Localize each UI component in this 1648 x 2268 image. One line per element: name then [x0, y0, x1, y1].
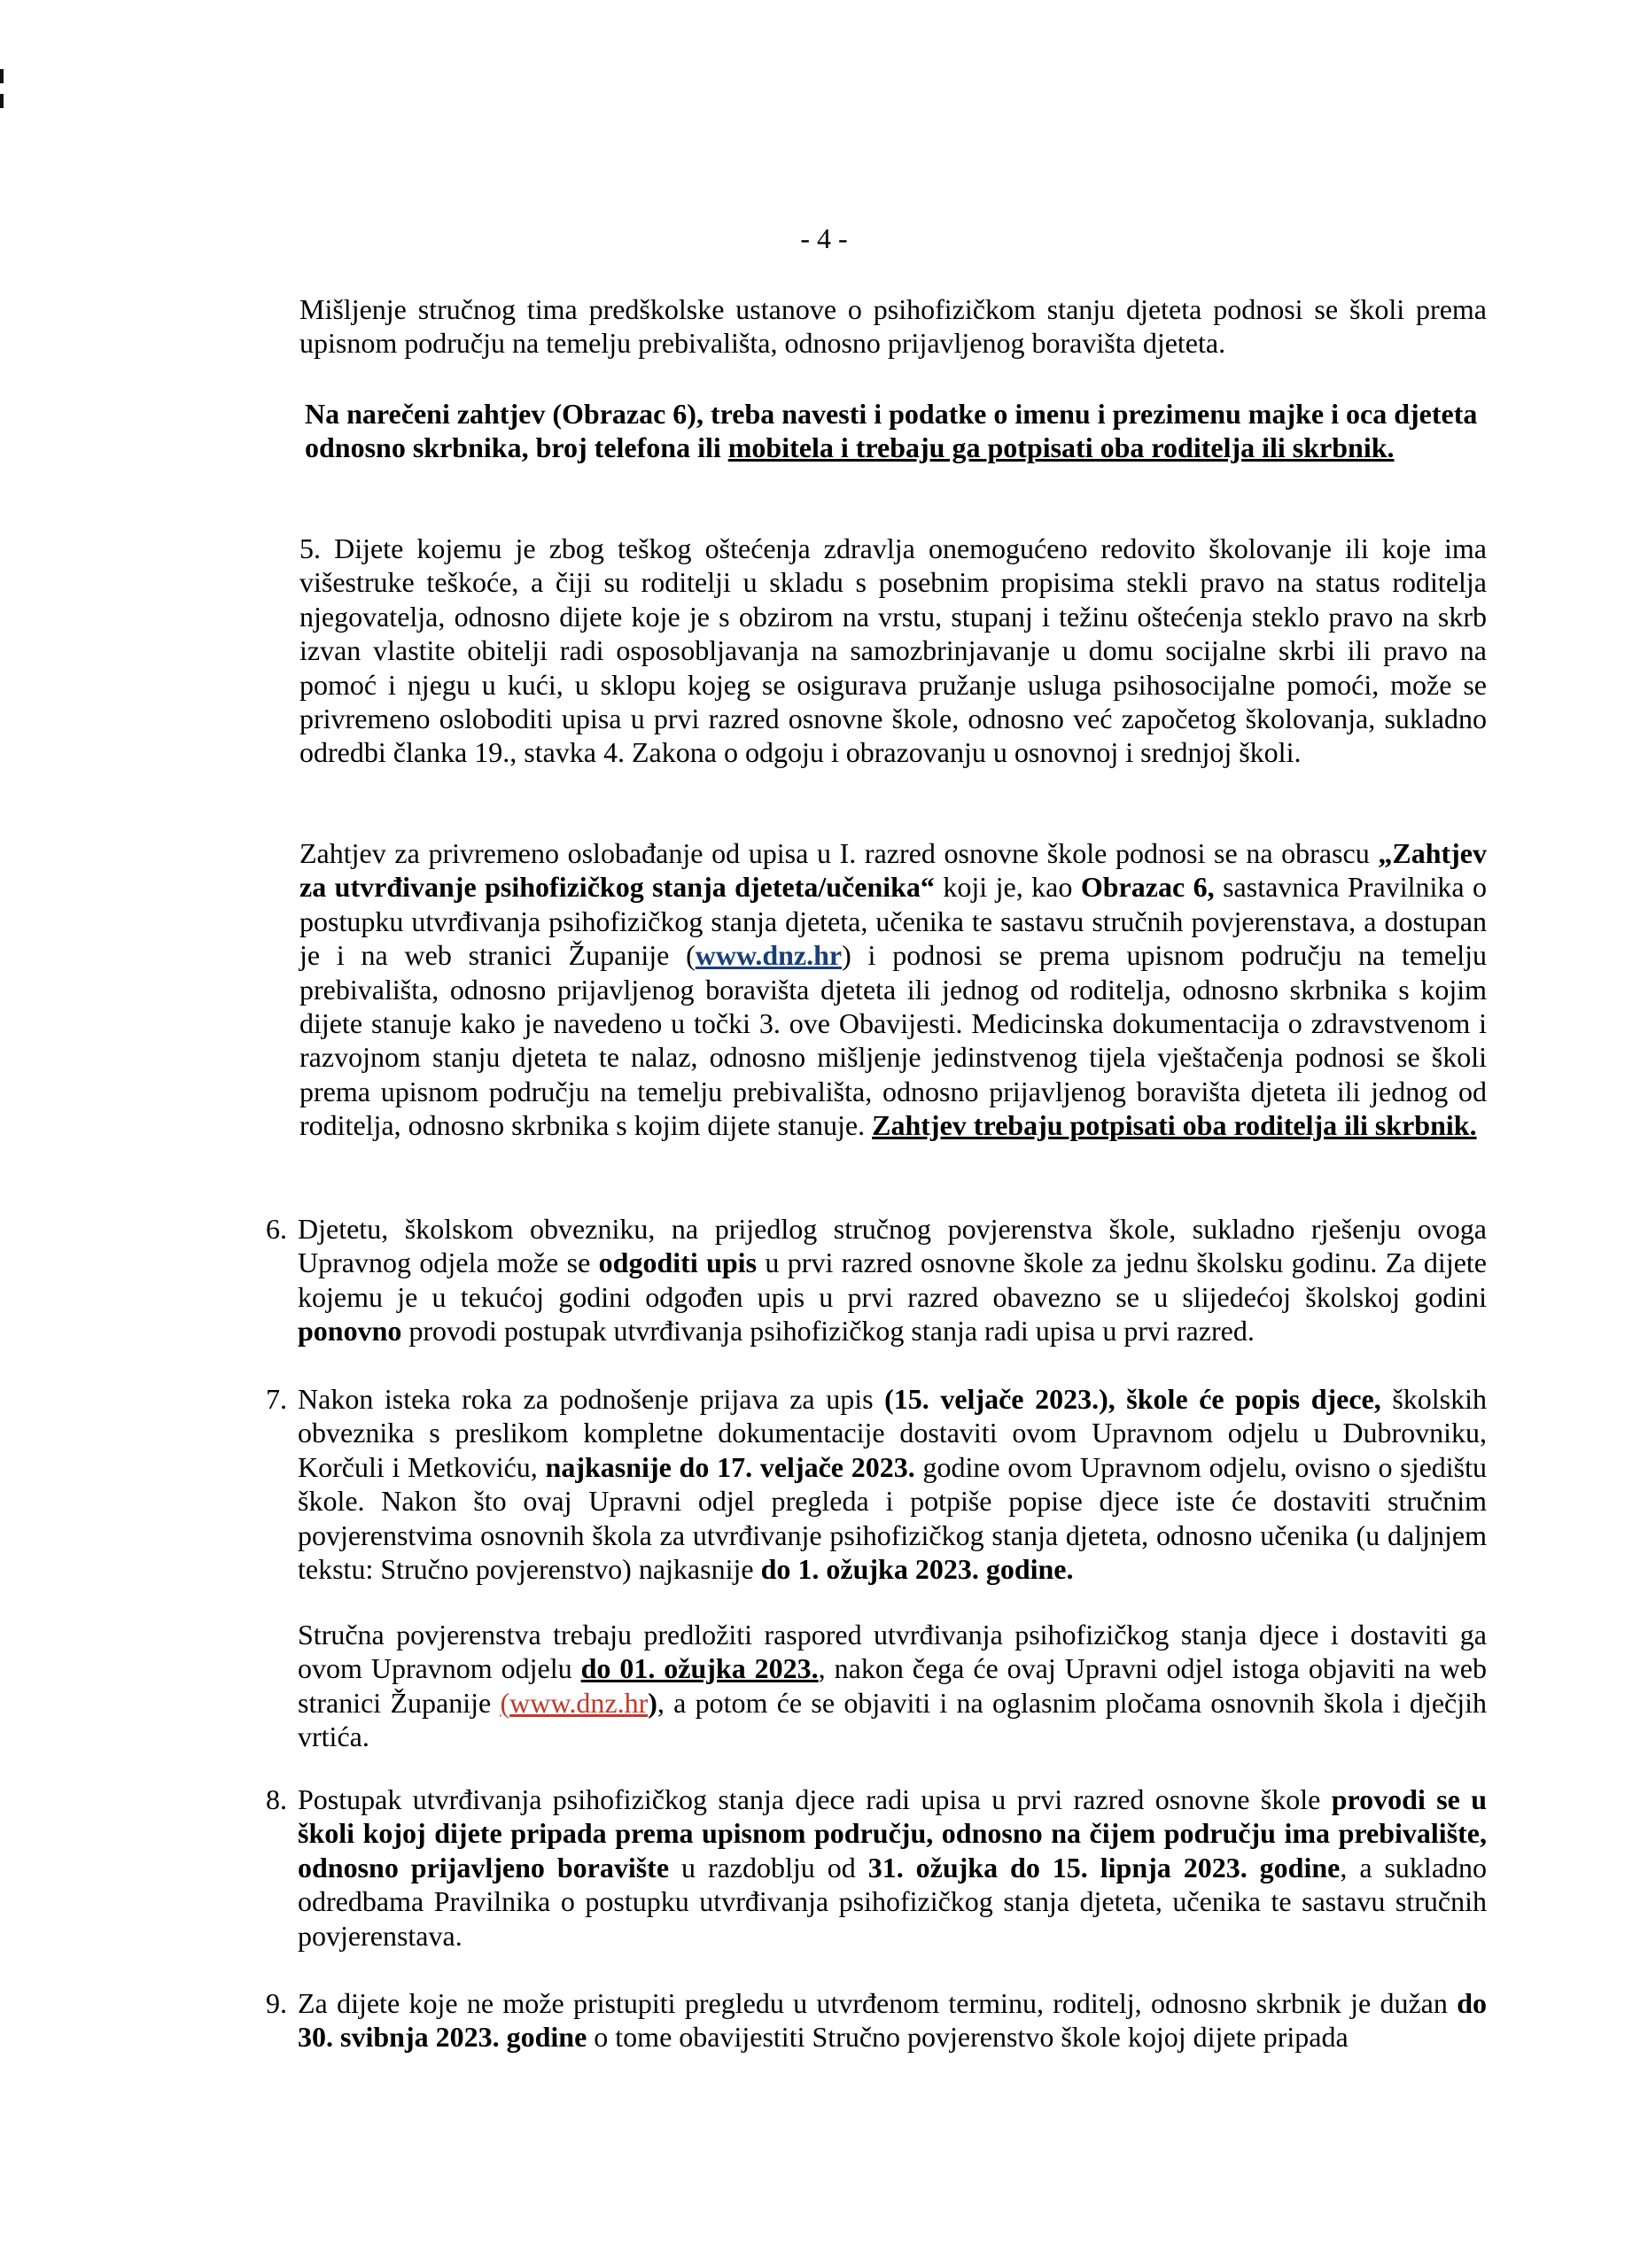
item-number: 9.	[266, 1987, 287, 2019]
narečeni-underlined-text: mobitela i trebaju ga potpisati oba roditelja ili skrbnik.	[727, 431, 1395, 464]
zahtjev-text: koji je, kao	[934, 871, 1081, 904]
zahtjev-text: sastavnica Pravilnika o postupku utvrđivanja psihofizičkog stanja djeteta, učenika te sastavu stručnih povjerenstava, a dostupan je i na web stranici Županije (	[299, 871, 1488, 972]
list-item-5	[299, 532, 1487, 770]
scan-edge-mark	[0, 94, 4, 108]
paragraph-misljenje: Mišljenje stručnog tima predškolske ustanove o psihofizičkom stanju djeteta podnosi se školi prema upisnom području na temelju prebivališta, odnosno prijavljenog boravišta djeteta.	[299, 293, 1487, 360]
zahtjev-form-title: „Zahtjev za utvrđivanje psihofizičkog stanja djeteta/učenika“	[299, 837, 1487, 904]
list-item-8	[266, 1783, 1487, 1953]
item-9-text: Za dijete koje ne može pristupiti pregledu u utvrđenom terminu, roditelj, odnosno skrbnik je dužan do 30. svibnja 2023. godine o tome obavijestiti Stručno povjerenstvo škole kojoj dijete pripada	[298, 1987, 1487, 2054]
paragraph-narečeni-zahtjev	[305, 397, 1487, 465]
item-6-text: Djetetu, školskom obvezniku, na prijedlog stručnog povjerenstva škole, sukladno rješenju ovoga Upravnog odjela može se odgoditi upis u prvi razred osnovne škole za jednu školsku godinu. Za dijete kojemu je u tekućoj godini odgođen upis u prvi razred obavezno se u slijedećoj školskoj godini ponovno provodi postupak utvrđivanja psihofizičkog stanja radi upisa u prvi razred.	[298, 1213, 1488, 1348]
item-8-text: Postupak utvrđivanja psihofizičkog stanja djece radi upisa u prvi razred osnovne škole provodi se u školi kojoj dijete pripada prema upisnom području, odnosno na čijem području ima prebivalište, odnosno prijavljeno boravište u razdoblju od 31. ožujka do 15. lipnja 2023. godine, a sukladno odredbama Pravilnika o postupku utvrđivanja psihofizičkog stanja djeteta, učenika te sastavu stručnih povjerenstava.	[298, 1783, 1488, 1952]
obrazac-label: Obrazac 6,	[1080, 871, 1215, 904]
paragraph-zahtjev	[299, 836, 1487, 1143]
narečeni-text: Na narečeni zahtjev (Obrazac 6), treba navesti i podatke o imenu i prezimenu majke i oca djeteta odnosno skrbnika, broj telefona ili	[305, 398, 1478, 464]
list-item-7	[266, 1382, 1487, 1586]
zahtjev-text: Zahtjev za privremeno oslobađanje od upisa u I. razred osnovne škole podnosi se na obrascu	[299, 837, 1379, 869]
item-number: 8.	[266, 1783, 287, 1815]
list-item-9	[266, 1986, 1487, 2054]
list-item-6	[266, 1212, 1487, 1348]
item-number: 7.	[266, 1383, 287, 1415]
item-number: 6.	[266, 1213, 287, 1245]
page-number: - 4 -	[800, 222, 848, 254]
deadline-date: do 01. ožujka 2023.	[580, 1652, 819, 1685]
item-5-text: Dijete kojemu je zbog teškog oštećenja zdravlja onemogućeno redovito školovanje ili koje ima višestruke teškoće, a čiji su roditelji u skladu s posebnim propisima stekli pravo na status roditelja njegovatelja, odnosno dijete koje je s obzirom na vrstu, stupanj i težinu oštećenja steklo pravo na skrb izvan vlastite obitelji radi osposobljavanja na samozbrinjavanje u domu socijalne skrbi ili pravo na pomoć i njegu u kući, u sklopu kojeg se osigurava pružanje usluga psihosocijalne pomoći, može se privremeno osloboditi upisa u prvi razred osnovne škole, odnosno već započetog školovanja, sukladno odredbi članka 19., stavka 4. Zakona o odgoju i obrazovanju u osnovnoj i srednjoj školi.	[299, 532, 1488, 769]
dnz-website-link-red[interactable]: (www.dnz.hr	[500, 1686, 649, 1719]
zahtjev-text: ) i podnosi se prema upisnom području na temelju prebivališta, odnosno prijavljenog boravišta djeteta ili jednog od roditelja, odnosno skrbnika s kojim dijete stanuje kako je navedeno u točki 3. ove Obavijesti. Medicinska dokumentacija o zdravstvenom i razvojnom stanju djeteta te nalaz, odnosno mišljenje jedinstvenog tijela vještačenja podnosi se školi prema upisnom području na temelju prebivališta, odnosno prijavljenog boravišta djeteta ili jednog od roditelja, odnosno skrbnika s kojim dijete stanuje.	[299, 939, 1488, 1142]
item-7-text: Nakon isteka roka za podnošenje prijava za upis (15. veljače 2023.), škole će popis djece, školskih obveznika s preslikom kompletne dokumentacije dostaviti ovom Upravnom odjelu u Dubrovniku, Korčuli i Metkoviću, najkasnije do 17. veljače 2023. godine ovom Upravnom odjelu, ovisno o sjedištu škole. Nakon što ovaj Upravni odjel pregleda i potpiše popise djece iste će dostaviti stručnim povjerenstvima osnovnih škola za utvrđivanje psihofizičkog stanja djeteta, odnosno učenika (u daljnjem tekstu: Stručno povjerenstvo) najkasnije do 1. ožujka 2023. godine.	[298, 1383, 1488, 1585]
paragraph-strucna-povjerenstva: Stručna povjerenstva trebaju predložiti raspored utvrđivanja psihofizičkog stanja djece i dostaviti ga ovom Upravnom odjelu do 01. ožujka 2023., nakon čega će ovaj Upravni odjel istoga objaviti na web stranici Županije (www.dnz.hr), a potom će se objaviti i na oglasnim pločama osnovnih škola i dječjih vrtića.	[298, 1619, 1488, 1753]
item-number: 5.	[299, 532, 321, 564]
zahtjev-signature-note: Zahtjev trebaju potpisati oba roditelja ili skrbnik.	[872, 1109, 1477, 1142]
dnz-website-link[interactable]: www.dnz.hr	[695, 939, 843, 972]
scan-edge-mark	[0, 69, 4, 83]
